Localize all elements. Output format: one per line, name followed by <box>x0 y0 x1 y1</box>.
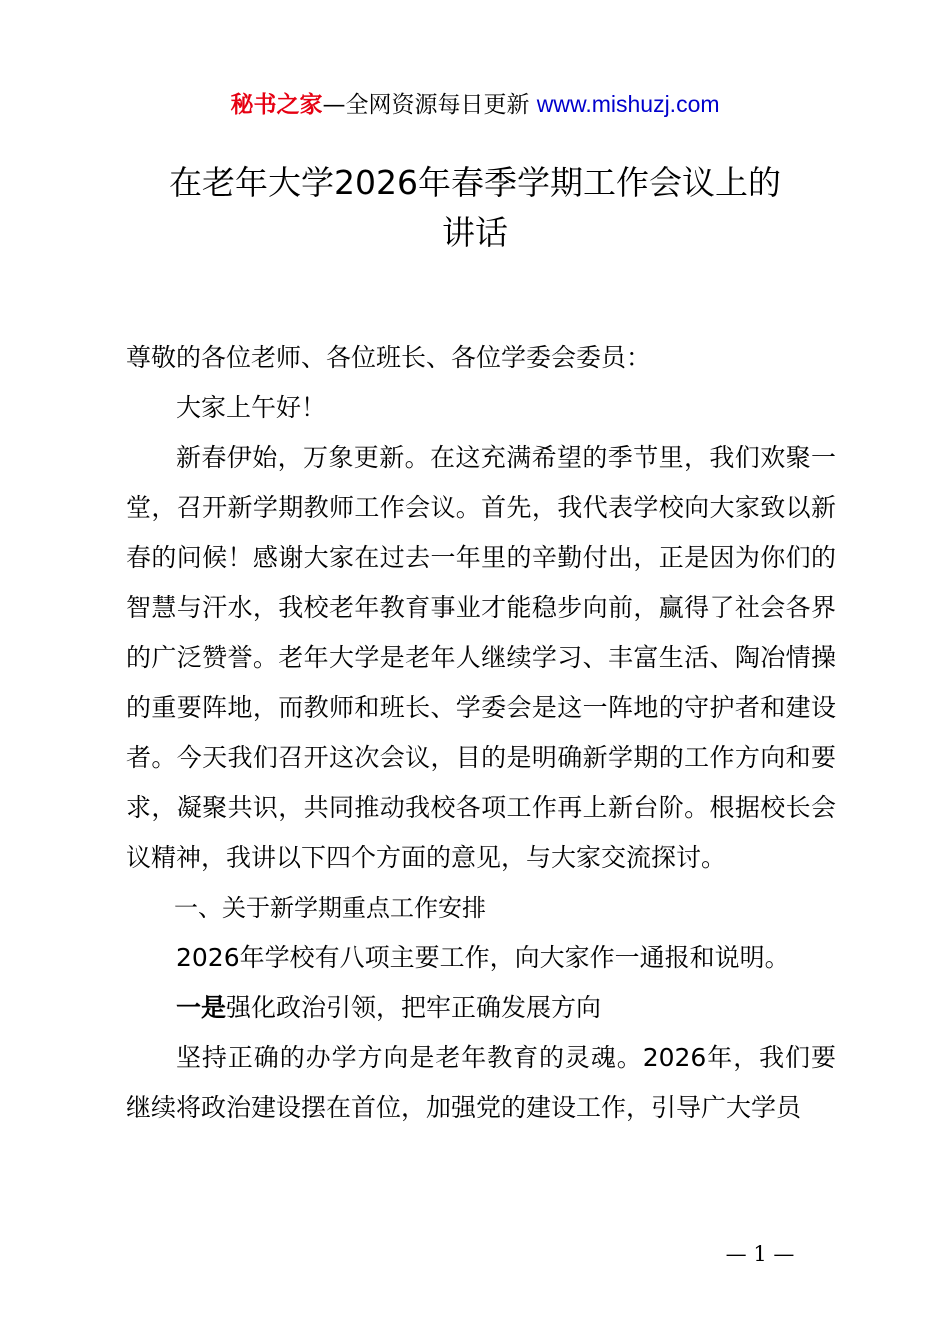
salutation: 尊敬的各位老师、各位班长、各位学委会委员： <box>126 343 652 372</box>
section-intro: 2026年学校有八项主要工作，向大家作一通报和说明。 <box>176 943 790 972</box>
brand-tagline: —全网资源每日更新 <box>322 92 530 118</box>
site-url: www.mishuzj.com <box>536 91 720 117</box>
greeting: 大家上午好！ <box>176 393 327 422</box>
page-number: — 1 — <box>725 1242 795 1266</box>
item-title: 强化政治引领，把牢正确发展方向 <box>226 993 602 1022</box>
intro-paragraph: 新春伊始，万象更新。在这充满希望的季节里，我们欢聚一堂，召开新学期教师工作会议。首先，我代表学校向大家致以新春的问候！感谢大家在过去一年里的辛勤付出，正是因为你们的智慧与汗水，我校老年教育事业才能稳步向前，赢得了社会各界的广泛赞誉。老年大学是老年人继续学习、丰富生活、陶冶情操的重要阵地，而教师和班长、学委会是这一阵地的守护者和建设者。今天我们召开这次会议，目的是明确新学期的工作方向和要求，凝聚共识，共同推动我校各项工作再上新台阶。根据校长会议精神，我讲以下四个方面的意见，与大家交流探讨。 <box>126 443 836 872</box>
title-line-2: 讲话 <box>442 213 508 252</box>
section-heading: 一、关于新学期重点工作安排 <box>174 894 486 922</box>
document-title <box>100 158 850 258</box>
item-heading <box>126 983 836 1033</box>
title-line-1: 在老年大学2026年春季学期工作会议上的 <box>169 163 781 202</box>
brand-name: 秘书之家 <box>230 92 323 118</box>
document-body <box>126 333 836 1133</box>
item-paragraph: 坚持正确的办学方向是老年教育的灵魂。2026年，我们要继续将政治建设摆在首位，加强党的建设工作，引导广大学员 <box>126 1043 836 1122</box>
site-watermark-header <box>0 88 950 121</box>
item-label: 一是 <box>176 993 227 1022</box>
